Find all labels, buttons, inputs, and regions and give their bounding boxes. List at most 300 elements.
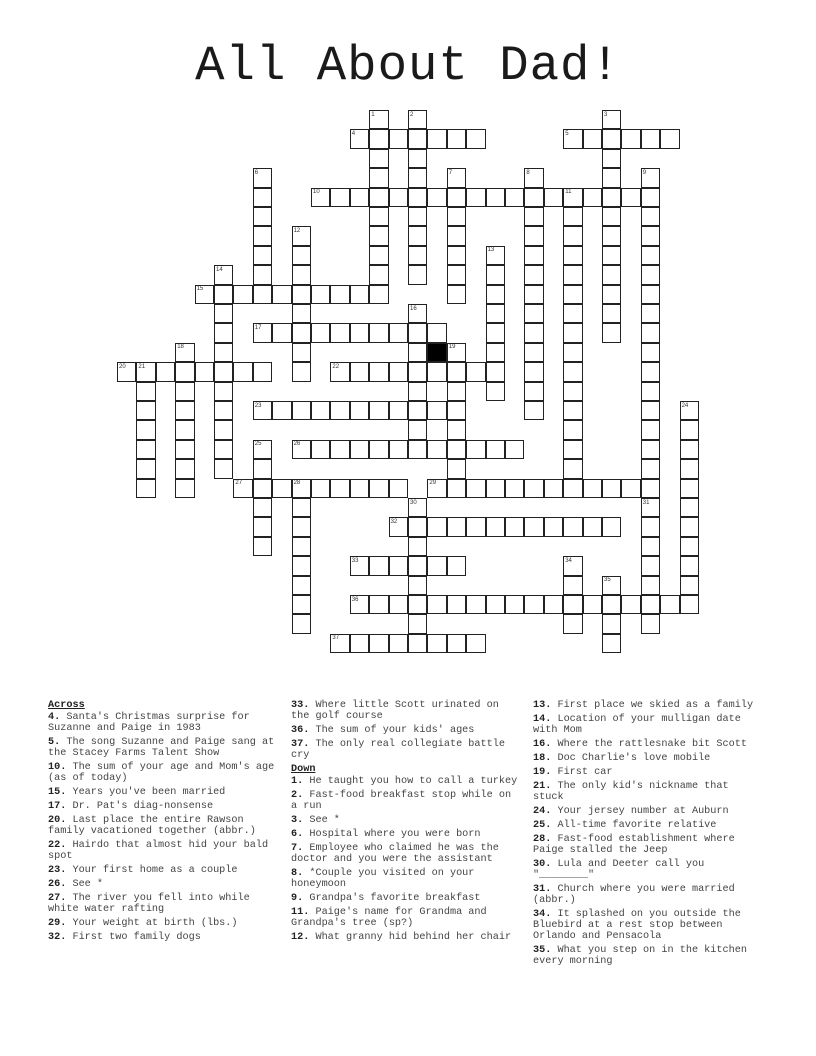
grid-cell[interactable] xyxy=(524,362,543,381)
grid-cell[interactable] xyxy=(680,576,699,595)
grid-cell[interactable] xyxy=(350,479,369,498)
grid-cell[interactable] xyxy=(563,304,582,323)
grid-cell[interactable] xyxy=(175,479,194,498)
grid-cell[interactable] xyxy=(292,285,311,304)
clue-number: 5. xyxy=(48,737,61,748)
grid-cell[interactable] xyxy=(680,595,699,614)
grid-cell[interactable] xyxy=(680,420,699,439)
grid-cell[interactable] xyxy=(136,420,155,439)
grid-cell[interactable] xyxy=(505,188,524,207)
grid-cell[interactable] xyxy=(408,168,427,187)
grid-cell[interactable] xyxy=(369,207,388,226)
grid-cell[interactable] xyxy=(563,440,582,459)
grid-cell[interactable] xyxy=(621,188,640,207)
grid-cell[interactable] xyxy=(563,285,582,304)
grid-cell[interactable] xyxy=(544,517,563,536)
grid-cell[interactable] xyxy=(524,246,543,265)
grid-cell[interactable] xyxy=(563,401,582,420)
grid-cell[interactable] xyxy=(447,595,466,614)
grid-cell[interactable] xyxy=(447,401,466,420)
grid-cell[interactable] xyxy=(544,188,563,207)
clue-number-label: 23 xyxy=(254,402,262,409)
grid-cell[interactable] xyxy=(641,537,660,556)
grid-cell[interactable] xyxy=(408,207,427,226)
grid-cell[interactable] xyxy=(330,440,349,459)
grid-cell[interactable] xyxy=(621,595,640,614)
grid-cell[interactable] xyxy=(641,595,660,614)
grid-cell[interactable] xyxy=(486,304,505,323)
grid-cell[interactable] xyxy=(524,343,543,362)
grid-cell[interactable] xyxy=(524,265,543,284)
clue-item xyxy=(48,712,280,734)
clue-item xyxy=(533,700,765,711)
grid-cell[interactable] xyxy=(602,304,621,323)
grid-cell[interactable] xyxy=(408,401,427,420)
grid-cell[interactable] xyxy=(175,440,194,459)
grid-cell[interactable] xyxy=(292,595,311,614)
grid-cell[interactable] xyxy=(427,401,446,420)
grid-cell[interactable] xyxy=(136,479,155,498)
grid-cell[interactable] xyxy=(466,517,485,536)
grid-cell[interactable] xyxy=(369,226,388,245)
grid-cell[interactable] xyxy=(408,129,427,148)
clue-number: 35. xyxy=(533,945,552,956)
grid-cell[interactable] xyxy=(602,265,621,284)
grid-cell[interactable] xyxy=(641,207,660,226)
grid-cell[interactable] xyxy=(524,226,543,245)
grid-cell[interactable] xyxy=(214,440,233,459)
grid-cell[interactable] xyxy=(447,129,466,148)
grid-cell[interactable] xyxy=(447,479,466,498)
grid-cell[interactable] xyxy=(524,304,543,323)
grid-cell[interactable] xyxy=(389,188,408,207)
grid-cell[interactable] xyxy=(641,517,660,536)
grid-cell[interactable] xyxy=(602,479,621,498)
clue-number: 15. xyxy=(48,787,67,798)
grid-cell[interactable] xyxy=(175,401,194,420)
grid-cell[interactable] xyxy=(602,285,621,304)
grid-cell[interactable] xyxy=(408,265,427,284)
grid-cell[interactable] xyxy=(447,459,466,478)
clue-item xyxy=(48,932,280,943)
grid-cell[interactable] xyxy=(408,226,427,245)
grid-cell[interactable] xyxy=(292,556,311,575)
grid-cell[interactable] xyxy=(524,479,543,498)
grid-cell[interactable] xyxy=(214,343,233,362)
grid-cell[interactable] xyxy=(369,168,388,187)
grid-cell[interactable] xyxy=(408,595,427,614)
grid-cell[interactable] xyxy=(447,207,466,226)
grid-cell[interactable] xyxy=(602,595,621,614)
grid-cell[interactable] xyxy=(175,459,194,478)
clue-number: 17. xyxy=(48,801,67,812)
grid-cell[interactable] xyxy=(272,285,291,304)
grid-cell[interactable] xyxy=(447,517,466,536)
grid-cell[interactable] xyxy=(563,323,582,342)
grid-cell[interactable] xyxy=(544,595,563,614)
grid-cell[interactable] xyxy=(641,246,660,265)
clue-item xyxy=(48,865,280,876)
grid-cell[interactable] xyxy=(408,323,427,342)
grid-cell[interactable] xyxy=(389,401,408,420)
grid-cell[interactable] xyxy=(350,401,369,420)
grid-cell[interactable] xyxy=(272,479,291,498)
grid-cell[interactable] xyxy=(427,323,446,342)
grid-cell[interactable] xyxy=(408,149,427,168)
grid-cell[interactable] xyxy=(680,459,699,478)
grid-cell[interactable] xyxy=(602,323,621,342)
grid-cell[interactable] xyxy=(175,420,194,439)
grid-cell[interactable] xyxy=(544,479,563,498)
grid-cell[interactable] xyxy=(563,207,582,226)
grid-cell[interactable] xyxy=(486,285,505,304)
grid-cell[interactable] xyxy=(505,440,524,459)
grid-cell[interactable] xyxy=(253,265,272,284)
grid-cell[interactable] xyxy=(602,614,621,633)
grid-cell[interactable] xyxy=(563,576,582,595)
grid-cell[interactable] xyxy=(524,517,543,536)
grid-cell[interactable] xyxy=(369,129,388,148)
grid-cell[interactable] xyxy=(253,362,272,381)
grid-cell[interactable] xyxy=(641,304,660,323)
grid-cell[interactable] xyxy=(175,382,194,401)
grid-cell[interactable] xyxy=(602,517,621,536)
grid-cell[interactable] xyxy=(466,595,485,614)
grid-cell[interactable] xyxy=(369,479,388,498)
grid-cell[interactable] xyxy=(641,188,660,207)
grid-cell[interactable] xyxy=(563,459,582,478)
grid-cell[interactable] xyxy=(447,634,466,653)
grid-cell[interactable] xyxy=(427,129,446,148)
grid-cell[interactable] xyxy=(311,285,330,304)
grid-cell[interactable] xyxy=(524,401,543,420)
grid-cell[interactable] xyxy=(214,304,233,323)
grid-cell[interactable] xyxy=(486,265,505,284)
grid-cell[interactable] xyxy=(486,382,505,401)
grid-cell[interactable] xyxy=(427,556,446,575)
grid-cell[interactable] xyxy=(408,634,427,653)
grid-cell[interactable] xyxy=(447,246,466,265)
clue-number: 1. xyxy=(291,776,304,787)
clue-number: 22. xyxy=(48,840,67,851)
grid-cell[interactable] xyxy=(350,362,369,381)
grid-cell[interactable] xyxy=(253,188,272,207)
grid-cell[interactable] xyxy=(563,226,582,245)
grid-cell[interactable] xyxy=(583,595,602,614)
grid-cell[interactable] xyxy=(505,479,524,498)
grid-cell[interactable] xyxy=(272,401,291,420)
grid-cell[interactable] xyxy=(369,246,388,265)
grid-cell[interactable] xyxy=(136,440,155,459)
grid-cell[interactable] xyxy=(253,459,272,478)
grid-cell[interactable] xyxy=(602,168,621,187)
grid-cell[interactable] xyxy=(389,556,408,575)
grid-cell[interactable] xyxy=(350,285,369,304)
clue-item xyxy=(48,879,280,890)
grid-cell[interactable] xyxy=(641,226,660,245)
grid-cell[interactable] xyxy=(641,459,660,478)
grid-cell[interactable] xyxy=(408,343,427,362)
grid-cell[interactable] xyxy=(583,517,602,536)
grid-cell[interactable] xyxy=(602,634,621,653)
grid-cell[interactable] xyxy=(330,479,349,498)
grid-cell[interactable] xyxy=(524,595,543,614)
grid-cell[interactable] xyxy=(466,440,485,459)
grid-cell[interactable] xyxy=(466,362,485,381)
grid-cell[interactable] xyxy=(195,362,214,381)
grid-cell[interactable] xyxy=(660,595,679,614)
grid-cell[interactable] xyxy=(641,556,660,575)
grid-cell[interactable] xyxy=(641,440,660,459)
grid-cell[interactable] xyxy=(641,323,660,342)
grid-cell[interactable] xyxy=(641,420,660,439)
grid-cell[interactable] xyxy=(330,285,349,304)
grid-cell[interactable] xyxy=(311,401,330,420)
grid-cell[interactable] xyxy=(486,343,505,362)
grid-cell[interactable] xyxy=(447,440,466,459)
grid-cell[interactable] xyxy=(369,556,388,575)
grid-cell[interactable] xyxy=(486,479,505,498)
grid-cell[interactable] xyxy=(427,517,446,536)
grid-cell[interactable] xyxy=(292,343,311,362)
grid-cell[interactable] xyxy=(330,401,349,420)
grid-cell[interactable] xyxy=(350,440,369,459)
grid-cell[interactable] xyxy=(272,323,291,342)
clue-number-label: 1 xyxy=(371,111,375,118)
grid-cell[interactable] xyxy=(505,517,524,536)
grid-cell[interactable] xyxy=(583,129,602,148)
grid-cell[interactable] xyxy=(563,479,582,498)
grid-cell[interactable] xyxy=(292,362,311,381)
grid-cell[interactable] xyxy=(466,634,485,653)
grid-cell[interactable] xyxy=(369,362,388,381)
grid-cell[interactable] xyxy=(214,323,233,342)
grid-cell[interactable] xyxy=(292,246,311,265)
grid-cell[interactable] xyxy=(389,323,408,342)
grid-cell[interactable] xyxy=(214,382,233,401)
grid-cell[interactable] xyxy=(563,614,582,633)
grid-cell[interactable] xyxy=(447,265,466,284)
grid-cell[interactable] xyxy=(641,362,660,381)
grid-cell[interactable] xyxy=(486,188,505,207)
grid-cell[interactable] xyxy=(427,362,446,381)
grid-cell[interactable] xyxy=(680,537,699,556)
grid-cell[interactable] xyxy=(583,479,602,498)
clue-text: First two family dogs xyxy=(66,932,201,943)
grid-cell[interactable] xyxy=(621,479,640,498)
grid-cell[interactable] xyxy=(292,323,311,342)
grid-cell[interactable] xyxy=(369,634,388,653)
grid-cell[interactable] xyxy=(408,517,427,536)
grid-cell[interactable] xyxy=(292,265,311,284)
clue-number: 9. xyxy=(291,893,304,904)
grid-cell[interactable] xyxy=(466,129,485,148)
grid-cell[interactable] xyxy=(408,362,427,381)
grid-cell[interactable] xyxy=(408,440,427,459)
grid-cell[interactable] xyxy=(350,634,369,653)
grid-cell[interactable] xyxy=(253,479,272,498)
grid-cell[interactable] xyxy=(330,323,349,342)
clue-text: Hospital where you were born xyxy=(303,829,481,840)
grid-cell[interactable] xyxy=(350,323,369,342)
grid-cell[interactable] xyxy=(136,401,155,420)
grid-cell[interactable] xyxy=(486,517,505,536)
grid-cell[interactable] xyxy=(583,188,602,207)
grid-cell[interactable] xyxy=(330,188,349,207)
grid-cell[interactable] xyxy=(369,149,388,168)
grid-cell[interactable] xyxy=(486,362,505,381)
grid-cell[interactable] xyxy=(136,459,155,478)
grid-cell[interactable] xyxy=(389,362,408,381)
grid-cell[interactable] xyxy=(292,304,311,323)
grid-cell[interactable] xyxy=(292,537,311,556)
grid-cell[interactable] xyxy=(311,440,330,459)
grid-cell[interactable] xyxy=(292,614,311,633)
grid-cell[interactable] xyxy=(602,188,621,207)
grid-cell[interactable] xyxy=(680,440,699,459)
grid-cell[interactable] xyxy=(660,129,679,148)
grid-cell[interactable] xyxy=(214,420,233,439)
grid-cell[interactable] xyxy=(563,595,582,614)
grid-cell[interactable] xyxy=(427,188,446,207)
grid-cell[interactable] xyxy=(602,226,621,245)
grid-cell[interactable] xyxy=(641,614,660,633)
grid-cell[interactable] xyxy=(389,129,408,148)
grid-cell[interactable] xyxy=(447,188,466,207)
grid-cell[interactable] xyxy=(408,614,427,633)
grid-cell[interactable] xyxy=(524,382,543,401)
grid-cell[interactable] xyxy=(369,440,388,459)
grid-cell[interactable] xyxy=(253,517,272,536)
grid-cell[interactable] xyxy=(563,362,582,381)
grid-cell[interactable] xyxy=(408,382,427,401)
grid-cell[interactable] xyxy=(524,207,543,226)
grid-cell[interactable] xyxy=(466,188,485,207)
grid-cell[interactable] xyxy=(621,129,640,148)
grid-cell[interactable] xyxy=(486,595,505,614)
grid-cell[interactable] xyxy=(641,129,660,148)
grid-cell[interactable] xyxy=(292,401,311,420)
grid-cell[interactable] xyxy=(680,556,699,575)
clue-item xyxy=(533,834,765,856)
grid-cell[interactable] xyxy=(563,246,582,265)
clues-column-1 xyxy=(48,700,280,946)
grid-cell[interactable] xyxy=(408,576,427,595)
grid-cell[interactable] xyxy=(369,265,388,284)
grid-cell[interactable] xyxy=(505,595,524,614)
grid-cell[interactable] xyxy=(233,285,252,304)
grid-cell[interactable] xyxy=(389,634,408,653)
grid-cell[interactable] xyxy=(408,246,427,265)
grid-cell[interactable] xyxy=(602,129,621,148)
grid-cell[interactable] xyxy=(389,440,408,459)
grid-cell[interactable] xyxy=(408,537,427,556)
grid-cell[interactable] xyxy=(602,207,621,226)
grid-cell[interactable] xyxy=(641,479,660,498)
grid-cell[interactable] xyxy=(680,498,699,517)
grid-cell[interactable] xyxy=(563,382,582,401)
grid-cell[interactable] xyxy=(408,188,427,207)
grid-cell[interactable] xyxy=(563,517,582,536)
grid-cell[interactable] xyxy=(641,401,660,420)
grid-cell[interactable] xyxy=(253,498,272,517)
grid-cell[interactable] xyxy=(602,149,621,168)
grid-cell[interactable] xyxy=(369,401,388,420)
grid-cell[interactable] xyxy=(680,479,699,498)
grid-cell[interactable] xyxy=(311,323,330,342)
grid-cell[interactable] xyxy=(214,459,233,478)
clue-number-label: 14 xyxy=(216,266,223,273)
grid-cell[interactable] xyxy=(214,285,233,304)
grid-cell[interactable] xyxy=(253,246,272,265)
grid-cell[interactable] xyxy=(369,285,388,304)
clue-item xyxy=(48,801,280,812)
grid-cell[interactable] xyxy=(292,576,311,595)
grid-cell[interactable] xyxy=(427,595,446,614)
grid-cell[interactable] xyxy=(447,382,466,401)
grid-cell[interactable] xyxy=(486,323,505,342)
grid-cell[interactable] xyxy=(563,420,582,439)
grid-cell[interactable] xyxy=(389,595,408,614)
grid-cell[interactable] xyxy=(408,556,427,575)
grid-cell[interactable] xyxy=(641,576,660,595)
grid-cell[interactable] xyxy=(136,382,155,401)
grid-cell[interactable] xyxy=(641,343,660,362)
grid-cell[interactable] xyxy=(641,285,660,304)
grid-cell[interactable] xyxy=(253,537,272,556)
grid-cell[interactable] xyxy=(311,479,330,498)
grid-cell[interactable] xyxy=(408,420,427,439)
grid-cell[interactable] xyxy=(369,323,388,342)
grid-cell[interactable] xyxy=(214,401,233,420)
grid-cell[interactable] xyxy=(427,634,446,653)
grid-cell[interactable] xyxy=(175,362,194,381)
grid-cell[interactable] xyxy=(292,517,311,536)
clue-item xyxy=(533,753,765,764)
grid-cell[interactable] xyxy=(389,479,408,498)
grid-cell[interactable] xyxy=(447,420,466,439)
grid-cell[interactable] xyxy=(253,285,272,304)
grid-cell[interactable] xyxy=(563,343,582,362)
grid-cell[interactable] xyxy=(524,285,543,304)
grid-cell[interactable] xyxy=(253,207,272,226)
grid-cell[interactable] xyxy=(427,440,446,459)
grid-cell[interactable] xyxy=(447,362,466,381)
grid-cell[interactable] xyxy=(253,226,272,245)
grid-cell[interactable] xyxy=(156,362,175,381)
grid-cell[interactable] xyxy=(214,362,233,381)
grid-cell[interactable] xyxy=(233,362,252,381)
grid-cell[interactable] xyxy=(369,188,388,207)
grid-cell[interactable] xyxy=(524,323,543,342)
grid-cell[interactable] xyxy=(641,265,660,284)
grid-cell[interactable] xyxy=(292,498,311,517)
grid-cell[interactable] xyxy=(563,265,582,284)
grid-cell[interactable] xyxy=(447,285,466,304)
grid-cell[interactable] xyxy=(602,246,621,265)
clue-number-label: 7 xyxy=(448,169,453,176)
grid-cell[interactable] xyxy=(447,226,466,245)
grid-cell[interactable] xyxy=(680,517,699,536)
grid-cell[interactable] xyxy=(369,595,388,614)
grid-cell[interactable] xyxy=(466,479,485,498)
grid-cell[interactable] xyxy=(524,188,543,207)
grid-cell[interactable] xyxy=(486,440,505,459)
clue-text: Years you've been married xyxy=(66,787,226,798)
grid-cell[interactable] xyxy=(447,556,466,575)
grid-cell[interactable] xyxy=(641,382,660,401)
grid-cell[interactable] xyxy=(350,188,369,207)
